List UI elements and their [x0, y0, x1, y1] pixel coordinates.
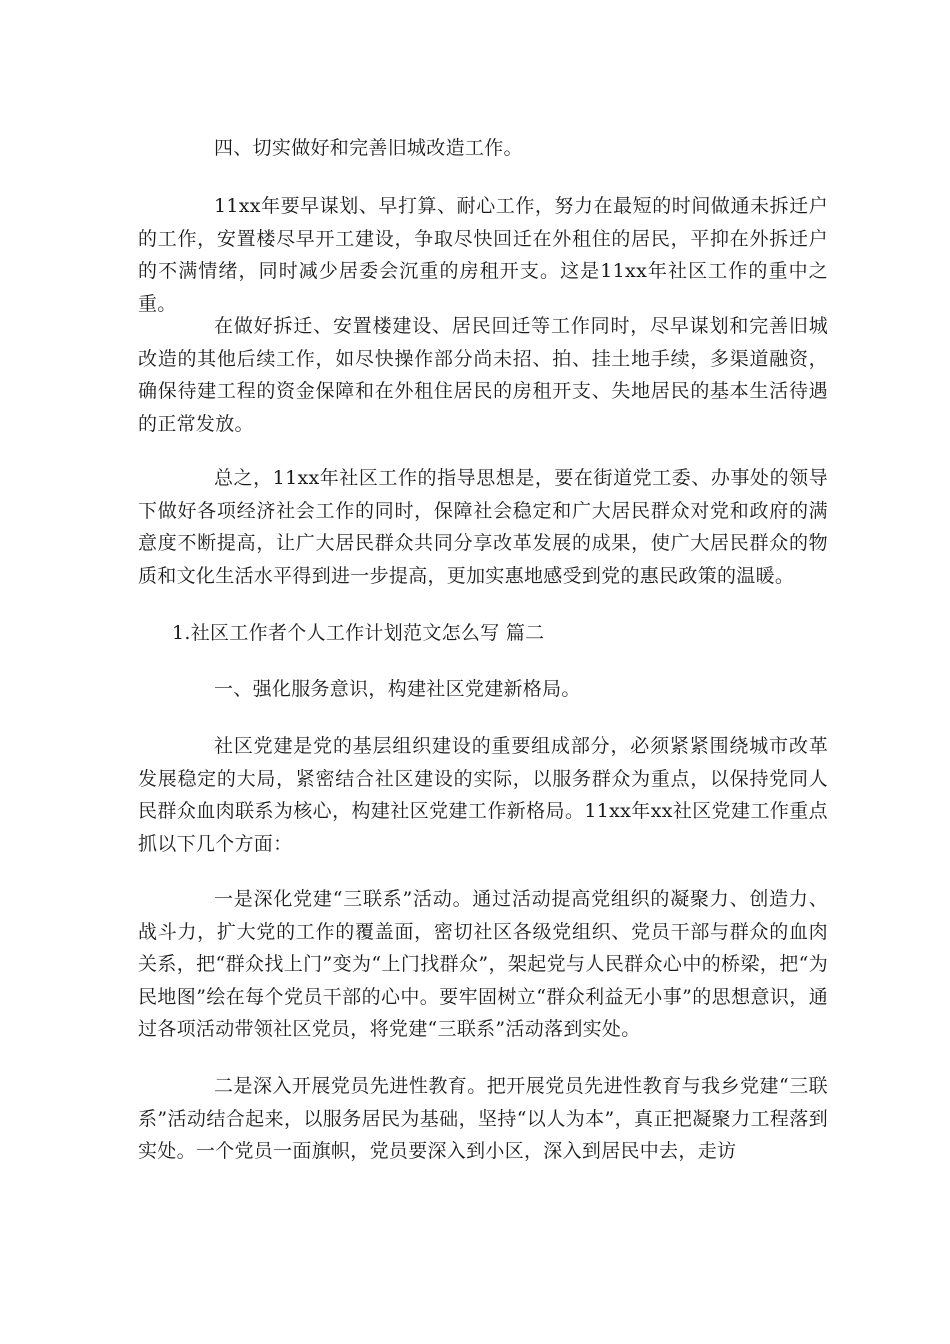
paragraph-demolition-plan: 11xx年要早谋划、早打算、耐心工作，努力在最短的时间做通未拆迁户的工作，安置楼尽早开工建设，争取尽快回迁在外租住的居民，平抑在外拆迁户的不满情绪，同时减少居委会沉重的房租开支。这是11xx年社区工作的重中之重。	[138, 195, 828, 315]
article-title-part-two: 1.社区工作者个人工作计划范文怎么写 篇二	[172, 622, 545, 644]
paragraph-summary: 总之，11xx年社区工作的指导思想是，要在街道党工委、办事处的领导下做好各项经济社会工作的同时，保障社会稳定和广大居民群众对党和政府的满意度不断提高，让广大居民群众共同分享改革发展的成果，使广大居民群众的物质和文化生活水平得到进一步提高，更加实惠地感受到党的惠民政策的温暖。	[138, 467, 828, 587]
paragraph-advanced-education: 二是深入开展党员先进性教育。把开展党员先进性教育与我乡党建“三联系”活动结合起来，以服务居民为基础，坚持“以人为本”，真正把凝聚力工程落到实处。一个党员一面旗帜，党员要深入到小区，深入到居民中去，走访	[138, 1075, 828, 1163]
paragraph-party-building: 社区党建是党的基层组织建设的重要组成部分，必须紧紧围绕城市改革发展稳定的大局，紧密结合社区建设的实际，以服务群众为重点，以保持党同人民群众血肉联系为核心，构建社区党建工作新格局。11xx年xx社区党建工作重点抓以下几个方面：	[138, 735, 828, 855]
section-heading-1: 一、强化服务意识，构建社区党建新格局。	[214, 678, 581, 700]
paragraph-follow-up-work: 在做好拆迁、安置楼建设、居民回迁等工作同时，尽早谋划和完善旧城改造的其他后续工作，如尽快操作部分尚未招、拍、挂土地手续，多渠道融资，确保待建工程的资金保障和在外租住居民的房租开支、失地居民的基本生活待遇的正常发放。	[138, 315, 828, 435]
section-heading-4: 四、切实做好和完善旧城改造工作。	[214, 137, 523, 159]
paragraph-three-links: 一是深化党建“三联系”活动。通过活动提高党组织的凝聚力、创造力、战斗力，扩大党的工作的覆盖面，密切社区各级党组织、党员干部与群众的血肉关系，把“群众找上门”变为“上门找群众”，架起党与人民群众心中的桥梁，把“为民地图”绘在每个党员干部的心中。要牢固树立“群众利益无小事”的思想意识，通过各项活动带领社区党员，将党建“三联系”活动落到实处。	[138, 888, 828, 1041]
